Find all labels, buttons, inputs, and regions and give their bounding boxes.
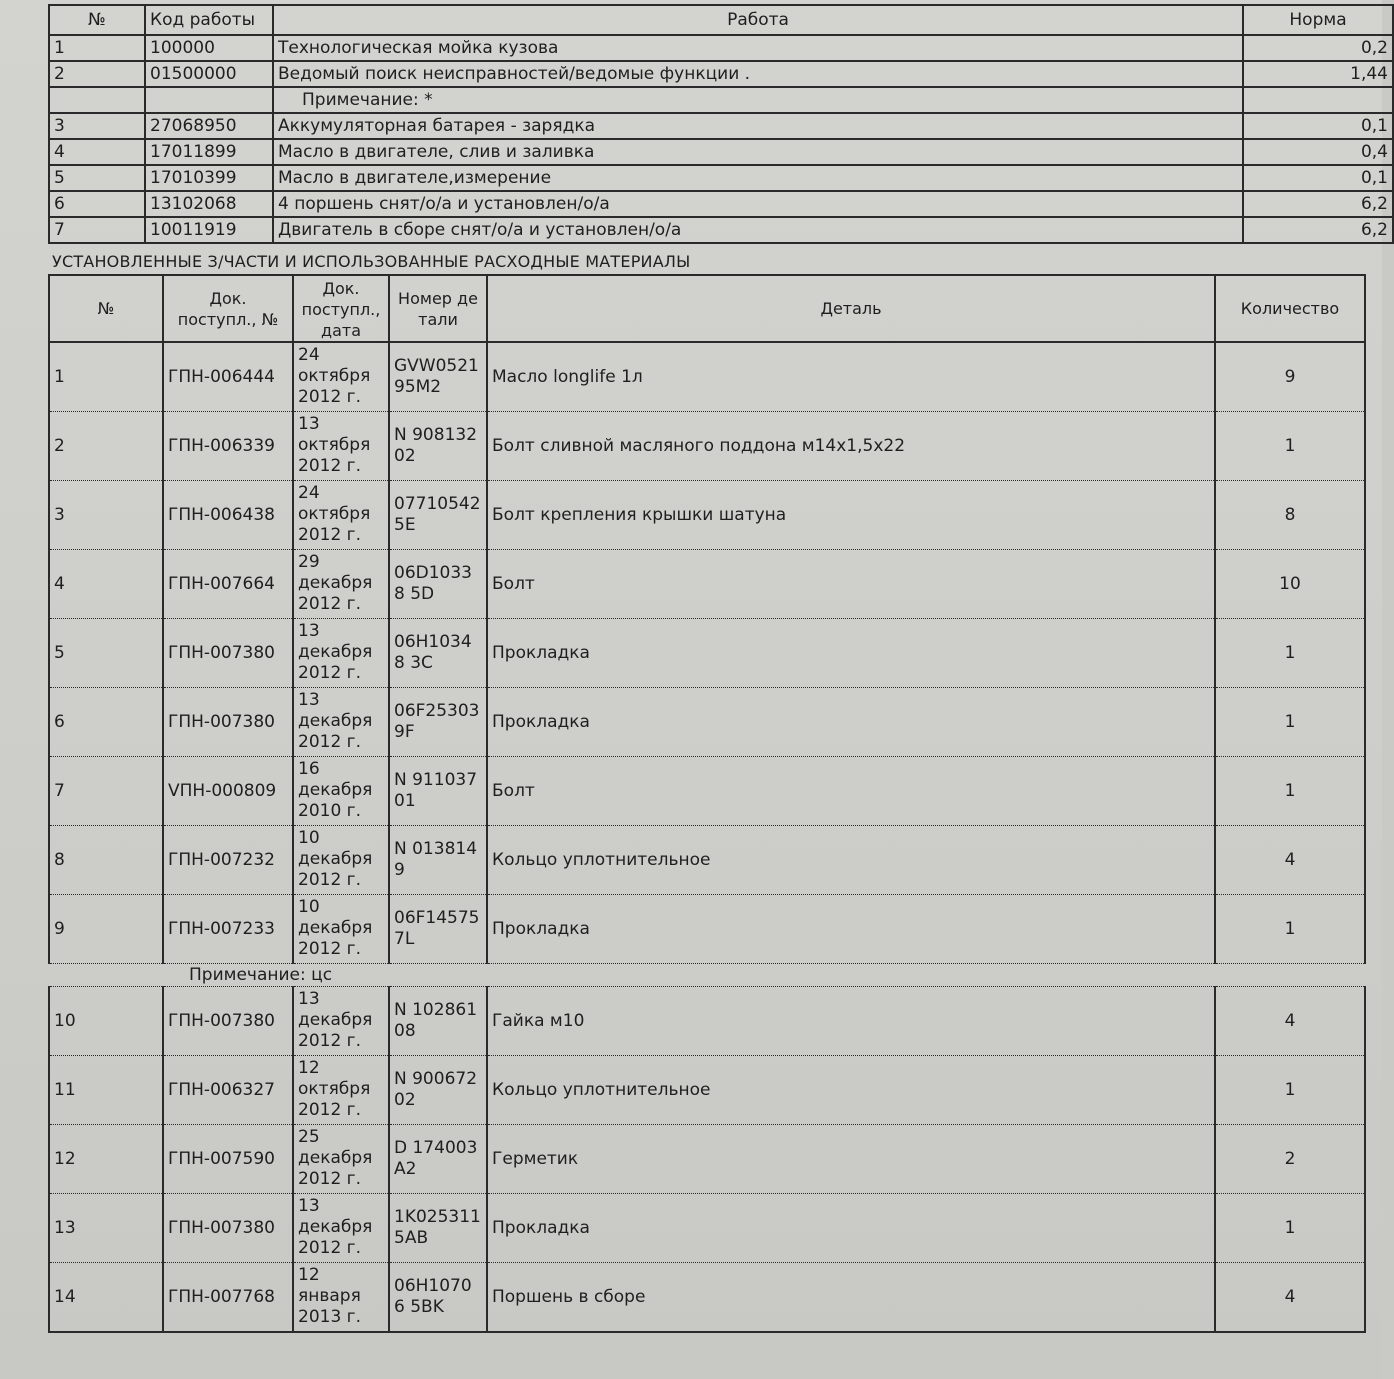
parts-cell-doc: ГПН-007768 <box>163 1263 293 1333</box>
parts-header-part-number: Номер детали <box>389 275 487 342</box>
parts-cell-no: 7 <box>49 757 163 826</box>
works-note: Примечание: * <box>273 87 1243 113</box>
parts-cell-doc: ГПН-006444 <box>163 342 293 412</box>
works-header-code: Код работы <box>145 5 273 35</box>
parts-cell-doc: ГПН-007380 <box>163 619 293 688</box>
parts-cell-no: 8 <box>49 826 163 895</box>
works-body <box>49 35 1393 243</box>
parts-cell-qty: 1 <box>1215 1056 1365 1125</box>
works-cell-work: Ведомый поиск неисправностей/ведомые функции . <box>273 61 1243 87</box>
parts-row <box>49 987 1365 1056</box>
parts-cell-doc: ГПН-007590 <box>163 1125 293 1194</box>
parts-cell-date: 10 декабря 2012 г. <box>293 826 389 895</box>
parts-cell-doc: ГПН-007380 <box>163 688 293 757</box>
parts-cell-doc: ГПН-006438 <box>163 481 293 550</box>
works-cell-no: 5 <box>49 165 145 191</box>
parts-cell-qty: 4 <box>1215 1263 1365 1333</box>
works-note-row <box>49 87 1393 113</box>
parts-cell-part-number: 06F14575 7L <box>389 895 487 964</box>
parts-cell-qty: 2 <box>1215 1125 1365 1194</box>
parts-cell-part-number: N 0138149 <box>389 826 487 895</box>
parts-note-row <box>49 964 1365 987</box>
works-cell-no: 2 <box>49 61 145 87</box>
parts-cell-no: 9 <box>49 895 163 964</box>
parts-cell-no: 3 <box>49 481 163 550</box>
parts-cell-part-number: 06H10348 3C <box>389 619 487 688</box>
works-cell-code: 13102068 <box>145 191 273 217</box>
parts-cell-name: Болт <box>487 757 1215 826</box>
parts-cell-date: 13 декабря 2012 г. <box>293 1194 389 1263</box>
parts-row <box>49 895 1365 964</box>
parts-cell-no: 12 <box>49 1125 163 1194</box>
parts-row <box>49 619 1365 688</box>
parts-cell-doc: ГПН-006339 <box>163 412 293 481</box>
works-cell-norm: 1,44 <box>1243 61 1393 87</box>
parts-cell-doc: ГПН-007664 <box>163 550 293 619</box>
parts-cell-name: Поршень в сборе <box>487 1263 1215 1333</box>
works-cell-code: 01500000 <box>145 61 273 87</box>
parts-cell-qty: 1 <box>1215 619 1365 688</box>
parts-cell-part-number: N 91103701 <box>389 757 487 826</box>
parts-cell-doc: ГПН-007232 <box>163 826 293 895</box>
parts-cell-name: Прокладка <box>487 688 1215 757</box>
parts-cell-no: 6 <box>49 688 163 757</box>
works-cell-work: Технологическая мойка кузова <box>273 35 1243 61</box>
works-row <box>49 113 1393 139</box>
works-cell-code: 27068950 <box>145 113 273 139</box>
parts-cell-name: Гайка м10 <box>487 987 1215 1056</box>
parts-row <box>49 1056 1365 1125</box>
works-header-work: Работа <box>273 5 1243 35</box>
parts-row <box>49 757 1365 826</box>
parts-body <box>49 342 1365 1332</box>
parts-cell-qty: 10 <box>1215 550 1365 619</box>
parts-cell-part-number: 06F25303 9F <box>389 688 487 757</box>
parts-cell-qty: 4 <box>1215 826 1365 895</box>
parts-cell-name: Кольцо уплотнительное <box>487 1056 1215 1125</box>
works-cell-code <box>145 87 273 113</box>
parts-cell-date: 13 декабря 2012 г. <box>293 987 389 1056</box>
parts-header-name: Деталь <box>487 275 1215 342</box>
parts-cell-qty: 1 <box>1215 757 1365 826</box>
parts-header-row <box>49 275 1365 342</box>
parts-cell-part-number: GVW0521 95M2 <box>389 342 487 412</box>
works-cell-no: 1 <box>49 35 145 61</box>
parts-row <box>49 550 1365 619</box>
parts-cell-doc: ГПН-007233 <box>163 895 293 964</box>
parts-cell-qty: 1 <box>1215 1194 1365 1263</box>
works-header-row <box>49 5 1393 35</box>
parts-cell-part-number: N 10286108 <box>389 987 487 1056</box>
parts-cell-part-number: 06D10338 5D <box>389 550 487 619</box>
works-cell-norm: 6,2 <box>1243 217 1393 243</box>
parts-section-heading: УСТАНОВЛЕННЫЕ З/ЧАСТИ И ИСПОЛЬЗОВАННЫЕ РАСХОДНЫЕ МАТЕРИАЛЫ <box>52 252 691 271</box>
works-row <box>49 165 1393 191</box>
parts-cell-date: 24 октября 2012 г. <box>293 342 389 412</box>
parts-cell-part-number: N 90813202 <box>389 412 487 481</box>
works-cell-work: Масло в двигателе,измерение <box>273 165 1243 191</box>
parts-row <box>49 1125 1365 1194</box>
works-cell-work: Двигатель в сборе снят/о/а и установлен/о/а <box>273 217 1243 243</box>
parts-cell-doc: ГПН-006327 <box>163 1056 293 1125</box>
parts-row <box>49 688 1365 757</box>
works-cell-no: 4 <box>49 139 145 165</box>
works-cell-code: 10011919 <box>145 217 273 243</box>
parts-cell-doc: ГПН-007380 <box>163 987 293 1056</box>
parts-cell-no: 5 <box>49 619 163 688</box>
parts-cell-name: Масло longlife 1л <box>487 342 1215 412</box>
works-header-norm: Норма <box>1243 5 1393 35</box>
parts-cell-qty: 1 <box>1215 895 1365 964</box>
works-row <box>49 61 1393 87</box>
parts-cell-date: 13 декабря 2012 г. <box>293 619 389 688</box>
parts-cell-qty: 8 <box>1215 481 1365 550</box>
parts-cell-qty: 1 <box>1215 688 1365 757</box>
parts-cell-name: Кольцо уплотнительное <box>487 826 1215 895</box>
parts-row <box>49 342 1365 412</box>
parts-cell-date: 13 октября 2012 г. <box>293 412 389 481</box>
works-cell-no: 3 <box>49 113 145 139</box>
works-row <box>49 35 1393 61</box>
parts-cell-no: 10 <box>49 987 163 1056</box>
works-header-no: № <box>49 5 145 35</box>
works-row <box>49 139 1393 165</box>
parts-note: Примечание: цс <box>189 964 333 985</box>
parts-cell-no: 2 <box>49 412 163 481</box>
works-cell-norm: 0,4 <box>1243 139 1393 165</box>
parts-cell-no: 11 <box>49 1056 163 1125</box>
parts-header-doc: Док. поступл., № <box>163 275 293 342</box>
parts-row <box>49 481 1365 550</box>
parts-cell-part-number: 07710542 5E <box>389 481 487 550</box>
parts-cell-name: Герметик <box>487 1125 1215 1194</box>
parts-cell-doc: ГПН-007380 <box>163 1194 293 1263</box>
parts-cell-date: 24 октября 2012 г. <box>293 481 389 550</box>
parts-cell-qty: 9 <box>1215 342 1365 412</box>
works-cell-code: 17010399 <box>145 165 273 191</box>
parts-cell-name: Прокладка <box>487 619 1215 688</box>
parts-cell-doc: VПН-000809 <box>163 757 293 826</box>
works-cell-code: 100000 <box>145 35 273 61</box>
works-cell-norm <box>1243 87 1393 113</box>
parts-cell-no: 14 <box>49 1263 163 1333</box>
works-cell-work: Масло в двигателе, слив и заливка <box>273 139 1243 165</box>
parts-header-date: Док. поступл., дата <box>293 275 389 342</box>
parts-table <box>48 274 1366 1333</box>
works-cell-norm: 6,2 <box>1243 191 1393 217</box>
parts-header-no: № <box>49 275 163 342</box>
parts-cell-no: 1 <box>49 342 163 412</box>
works-cell-no <box>49 87 145 113</box>
parts-cell-part-number: 06H10706 5BK <box>389 1263 487 1333</box>
parts-cell-part-number: D 174003A2 <box>389 1125 487 1194</box>
parts-cell-date: 13 декабря 2012 г. <box>293 688 389 757</box>
parts-cell-date: 16 декабря 2010 г. <box>293 757 389 826</box>
parts-cell-name: Прокладка <box>487 1194 1215 1263</box>
parts-cell-no: 13 <box>49 1194 163 1263</box>
parts-note-spacer <box>1215 964 1365 987</box>
works-table <box>48 4 1394 244</box>
parts-cell-name: Болт <box>487 550 1215 619</box>
works-cell-norm: 0,2 <box>1243 35 1393 61</box>
parts-cell-name: Прокладка <box>487 895 1215 964</box>
parts-cell-qty: 1 <box>1215 412 1365 481</box>
works-cell-work: 4 поршень снят/о/а и установлен/о/а <box>273 191 1243 217</box>
works-cell-no: 6 <box>49 191 145 217</box>
works-cell-work: Аккумуляторная батарея - зарядка <box>273 113 1243 139</box>
parts-cell-name: Болт сливной масляного поддона м14х1,5х22 <box>487 412 1215 481</box>
parts-cell-date: 12 октября 2012 г. <box>293 1056 389 1125</box>
parts-cell-part-number: 1K025311 5AB <box>389 1194 487 1263</box>
parts-row <box>49 1263 1365 1333</box>
parts-row <box>49 826 1365 895</box>
works-row <box>49 217 1393 243</box>
parts-cell-name: Болт крепления крышки шатуна <box>487 481 1215 550</box>
parts-header-qty: Количество <box>1215 275 1365 342</box>
works-cell-code: 17011899 <box>145 139 273 165</box>
parts-row <box>49 1194 1365 1263</box>
parts-cell-date: 10 декабря 2012 г. <box>293 895 389 964</box>
works-cell-norm: 0,1 <box>1243 113 1393 139</box>
parts-cell-part-number: N 90067202 <box>389 1056 487 1125</box>
parts-cell-date: 12 января 2013 г. <box>293 1263 389 1333</box>
parts-cell-no: 4 <box>49 550 163 619</box>
parts-row <box>49 412 1365 481</box>
parts-cell-date: 29 декабря 2012 г. <box>293 550 389 619</box>
parts-cell-date: 25 декабря 2012 г. <box>293 1125 389 1194</box>
works-row <box>49 191 1393 217</box>
parts-cell-qty: 4 <box>1215 987 1365 1056</box>
works-cell-no: 7 <box>49 217 145 243</box>
works-cell-norm: 0,1 <box>1243 165 1393 191</box>
